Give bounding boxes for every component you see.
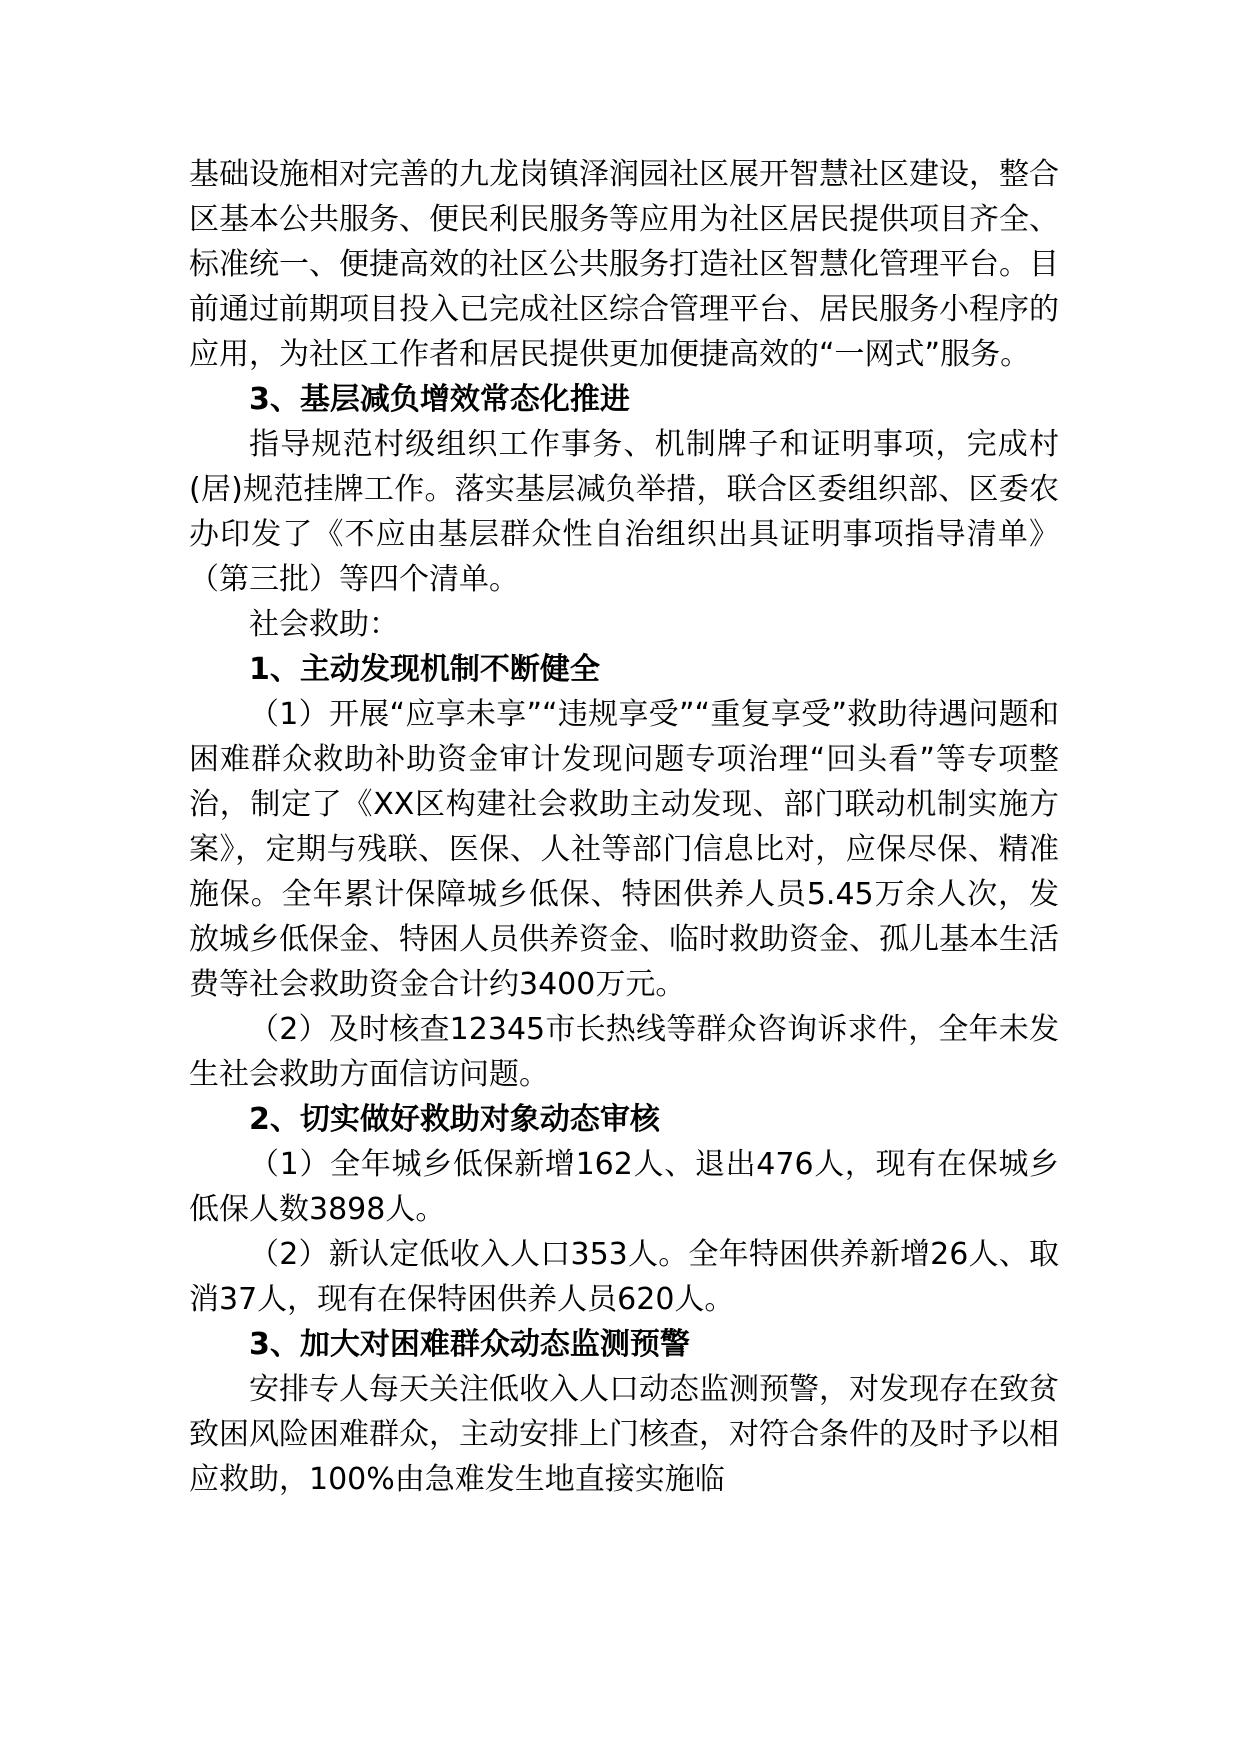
paragraph-dibao-stats: （1）全年城乡低保新增162人、退出476人，现有在保城乡低保人数3898人。: [189, 1147, 1059, 1227]
document-body: [189, 152, 1059, 1502]
paragraph-low-income-stats: （2）新认定低收入人口353人。全年特困供养新增26人、取消37人，现有在保特困供养人员620人。: [189, 1237, 1059, 1317]
paragraph-village-affairs: 指导规范村级组织工作事务、机制牌子和证明事项，完成村(居)规范挂牌工作。落实基层减负举措，联合区委组织部、区委农办印发了《不应由基层群众性自治组织出具证明事项指导清单》（第三批）等四个清单。: [189, 427, 1059, 597]
section-label-social-assistance: 社会救助：: [249, 607, 399, 642]
section-heading-monitoring: 3、加大对困难群众动态监测预警: [249, 1327, 690, 1362]
paragraph-special-rectification: （1）开展“应享未享”“违规享受”“重复享受”救助待遇问题和困难群众救助补助资金审计发现问题专项治理“回头看”等专项整治，制定了《XX区构建社会救助主动发现、部门联动机制实施方案》，定期与残联、医保、人社等部门信息比对，应保尽保、精准施保。全年累计保障城乡低保、特困供养人员5.45万余人次，发放城乡低保金、特困人员供养资金、临时救助资金、孤儿基本生活费等社会救助资金合计约3400万元。: [189, 697, 1059, 1002]
paragraph-monitoring-warning: 安排专人每天关注低收入人口动态监测预警，对发现存在致贫致困风险困难群众，主动安排上门核查，对符合条件的及时予以相应救助，100%由急难发生地直接实施临: [189, 1372, 1059, 1497]
section-heading-active-discovery: 1、主动发现机制不断健全: [249, 652, 600, 687]
section-heading-dynamic-review: 2、切实做好救助对象动态审核: [249, 1102, 660, 1137]
paragraph-smart-community: 基础设施相对完善的九龙岗镇泽润园社区展开智慧社区建设，整合区基本公共服务、便民利民服务等应用为社区居民提供项目齐全、标准统一、便捷高效的社区公共服务打造社区智慧化管理平台。目前通过前期项目投入已完成社区综合管理平台、居民服务小程序的应用，为社区工作者和居民提供更加便捷高效的“一网式”服务。: [189, 157, 1059, 372]
paragraph-hotline-verification: （2）及时核查12345市长热线等群众咨询诉求件，全年未发生社会救助方面信访问题。: [189, 1012, 1059, 1092]
section-heading-grassroots-burden: 3、基层减负增效常态化推进: [249, 382, 630, 417]
